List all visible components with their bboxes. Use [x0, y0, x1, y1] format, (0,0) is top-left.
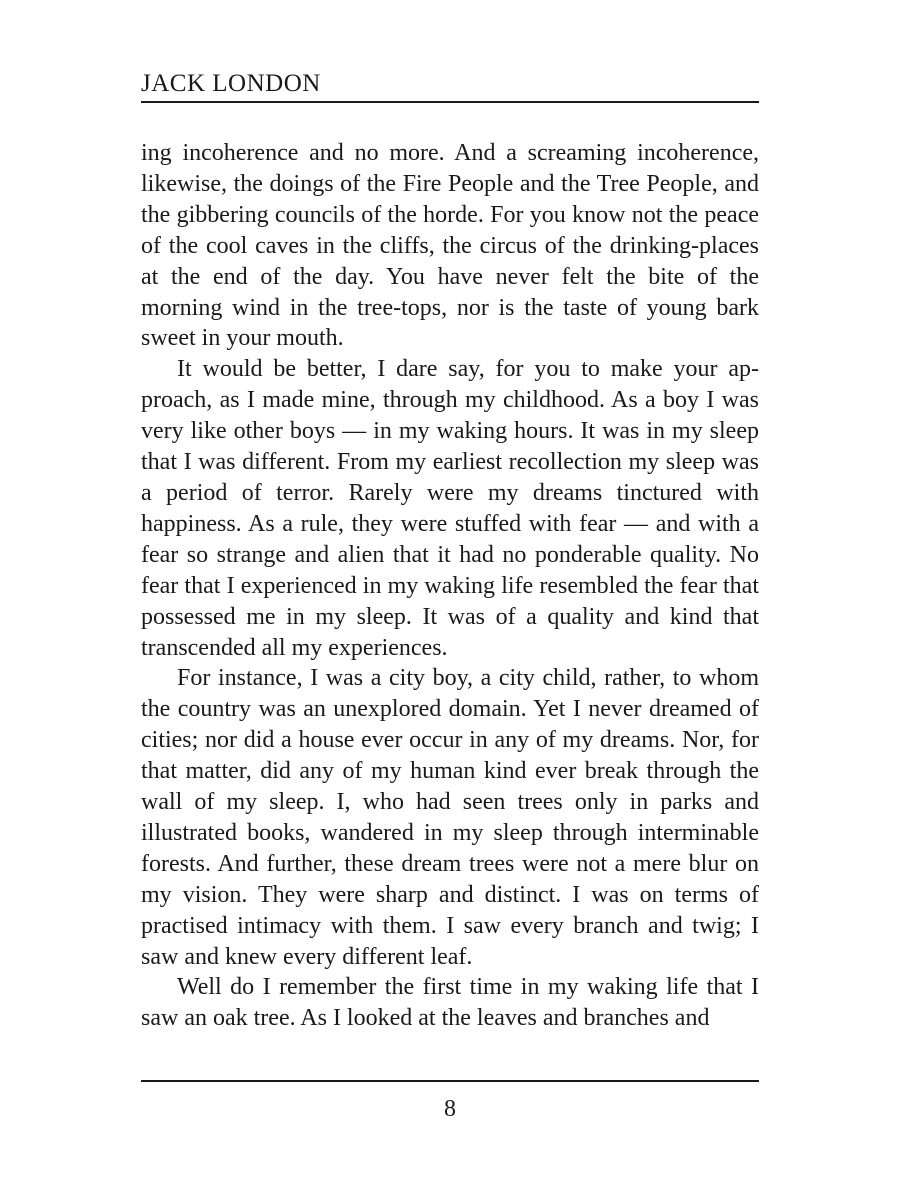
paragraph: It would be better, I dare say, for you to make your approach, as I made mine, through my childhood. As a boy I was very like other boys — in my waking hours. It was in my sleep that I was different. From my earliest recollection my sleep was a period of terror. Rarely were my dreams tinctured with happiness. As a rule, they were stuffed with fear — and with a fear so strange and alien that it had no ponderable quality. No fear that I experienced in my waking life resembled the fear that possessed me in my sleep. It was of a quality and kind that transcended all my experiences.: [141, 356, 759, 661]
paragraph: For instance, I was a city boy, a city child, rather, to whom the country was an unexplored domain. Yet I never dreamed of cities; nor did a house ever occur in any of my dreams. Nor, for that matter, did any of my human kind ever break through the wall of my sleep. I, who had seen trees only in parks and illustrated books, wandered in my sleep through interminable forests. And further, these dream trees were not a mere blur on my vision. They were sharp and distinct. I was on terms of practised intimacy with them. I saw every branch and twig; I saw and knew every different leaf.: [141, 665, 759, 970]
footer-rule: [141, 1080, 759, 1082]
paragraph-continued: ing incoherence and no more. And a screaming incoherence, likewise, the doings of the Fire People and the Tree People, and the gibbering councils of the horde. For you know not the peace of the cool caves in the cliffs, the circus of the drinking-places at the end of the day. You have never felt the bite of the morning wind in the tree-tops, nor is the taste of young bark sweet in your mouth.: [141, 140, 759, 352]
paragraph: Well do I remember the first time in my waking life that I saw an oak tree. As I looked at the leaves and branches and: [141, 974, 759, 1032]
body-text: [141, 138, 759, 1034]
header-rule: [141, 101, 759, 103]
page-number: 8: [444, 1096, 456, 1122]
running-header: JACK LONDON: [141, 70, 321, 97]
